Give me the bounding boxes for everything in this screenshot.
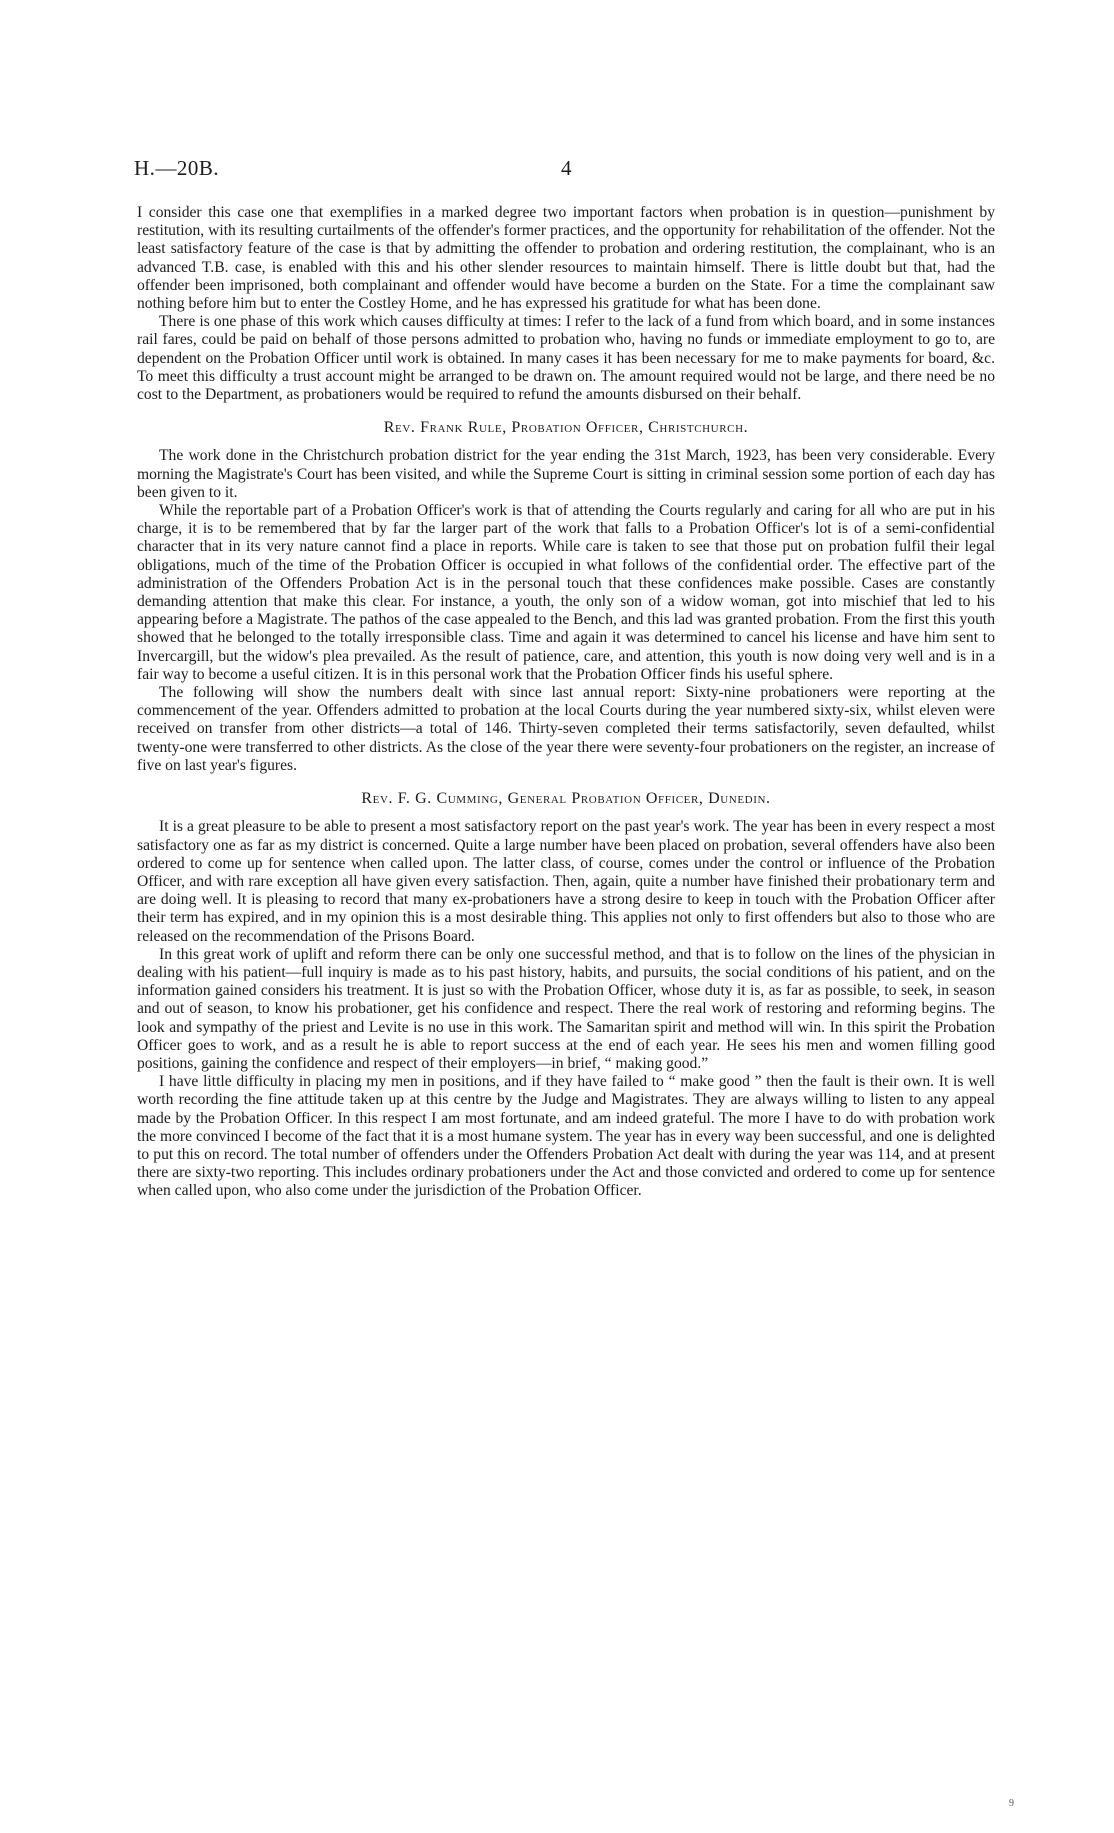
section-heading-dunedin: Rev. F. G. Cumming, General Probation Officer, Dunedin.: [361, 790, 771, 808]
page-body: [137, 204, 995, 1201]
page-header: [134, 156, 996, 186]
christchurch-paragraph-2: While the reportable part of a Probation Officer's work is that of attending the Courts regularly and caring for all who are put in his charge, it is to be remembered that by far the larger part of the work that falls to a Probation Officer's lot is of a semi-confidential character that in its very nature cannot find a place in reports. While care is taken to see that those put on probation fulfil their legal obligations, much of the time of the Probation Officer is occupied in what follows of the confidential order. The effective part of the administration of the Offenders Probation Act is in the personal touch that these confidences make possible. Cases are constantly demanding attention that make this clear. For instance, a youth, the only son of a widow woman, got into mischief that led to his appearing before a Magistrate. The pathos of the case appealed to the Bench, and this lad was granted probation. From the first this youth showed that he belonged to the totally irresponsible class. Time and again it was determined to cancel his license and have him sent to Invercargill, but the widow's plea prevailed. As the result of patience, care, and attention, this youth is now doing very well and is in a fair way to become a useful citizen. It is in this personal work that the Probation Officer finds his useful sphere.: [137, 502, 995, 683]
intro-paragraph-1: I consider this case one that exemplifies in a marked degree two important factors when probation is in question—punishment by restitution, with its resulting curtailments of the offender's former practices, and the opportunity for rehabilitation of the offender. Not the least satisfactory feature of the case is that by admitting the offender to probation and ordering restitution, the complainant, who is an advanced T.B. case, is enabled with this and his other slender resources to maintain himself. There is little doubt but that, had the offender been imprisoned, both complainant and offender would have become a burden on the State. For a time the complainant saw nothing before him but to enter the Costley Home, and he has expressed his gratitude for what has been done.: [137, 204, 995, 313]
christchurch-paragraph-3: The following will show the numbers dealt with since last annual report: Sixty-nine probationers were reporting at the commencement of the year. Offenders admitted to probation at the local Courts during the year numbered sixty-six, whilst eleven were received on transfer from other districts—a total of 146. Thirty-seven completed their terms satisfactorily, seven defaulted, whilst twenty-one were transferred to other districts. As the close of the year there were seventy-four probationers on the register, an increase of five on last year's figures.: [137, 684, 995, 774]
christchurch-paragraph-1: The work done in the Christchurch probation district for the year ending the 31st March, 1923, has been very considerable. Every morning the Magistrate's Court has been visited, and while the Supreme Court is sitting in criminal session some portion of each day has been given to it.: [137, 447, 995, 501]
page-number: 4: [561, 156, 572, 180]
section-heading-christchurch: Rev. Frank Rule, Probation Officer, Christchurch.: [383, 419, 749, 437]
dunedin-paragraph-2: In this great work of uplift and reform there can be only one successful method, and that is to follow on the lines of the physician in dealing with his patient—full inquiry is made as to his past history, habits, and pursuits, the social conditions of his patient, and on the information gained considers his treatment. It is just so with the Probation Officer, whose duty it is, as far as possible, to seek, in season and out of season, to know his probationer, get his confidence and respect. There the real work of restoring and reforming begins. The look and sympathy of the priest and Levite is no use in this work. The Samaritan spirit and method will win. In this spirit the Probation Officer goes to work, and as a result he is able to report success at the end of each year. He sees his men and women filling good positions, gaining the confidence and respect of their employers—in brief, “ making good.”: [137, 945, 995, 1072]
corner-mark: 9: [1009, 1798, 1014, 1809]
dunedin-paragraph-1: It is a great pleasure to be able to present a most satisfactory report on the past year's work. The year has been in every respect a most satisfactory one as far as my district is concerned. Quite a large number have been placed on probation, several offenders have also been ordered to come up for sentence when called upon. The latter class, of course, comes under the control or influence of the Probation Officer, and with rare exception all have given every satisfaction. Then, again, quite a number have finished their probationary term and are doing well. It is pleasing to record that many ex-probationers have a strong desire to keep in touch with the Probation Officer after their term has expired, and in my opinion this is a most desirable thing. This applies not only to first offenders but also to those who are released on the recommendation of the Prisons Board.: [137, 818, 995, 945]
document-reference: H.—20B.: [134, 156, 220, 180]
intro-paragraph-2: There is one phase of this work which causes difficulty at times: I refer to the lack of a fund from which board, and in some instances rail fares, could be paid on behalf of those persons admitted to probation who, having no funds or immediate employment to go to, are dependent on the Probation Officer until work is obtained. In many cases it has been necessary for me to make payments for board, &c. To meet this difficulty a trust account might be arranged to be drawn on. The amount required would not be large, and there need be no cost to the Department, as probationers would be required to refund the amounts disbursed on their behalf.: [137, 313, 995, 404]
dunedin-paragraph-3: I have little difficulty in placing my men in positions, and if they have failed to “ make good ” then the fault is their own. It is well worth recording the fine attitude taken up at this centre by the Judge and Magistrates. They are always willing to listen to any appeal made by the Probation Officer. In this respect I am most fortunate, and am indeed grateful. The more I have to do with probation work the more convinced I become of the fact that it is a most humane system. The year has in every way been successful, and one is delighted to put this on record. The total number of offenders under the Offenders Probation Act dealt with during the year was 114, and at present there are sixty-two reporting. This includes ordinary probationers under the Act and those convicted and ordered to come up for sentence when called upon, who also come under the jurisdiction of the Probation Officer.: [137, 1073, 995, 1200]
